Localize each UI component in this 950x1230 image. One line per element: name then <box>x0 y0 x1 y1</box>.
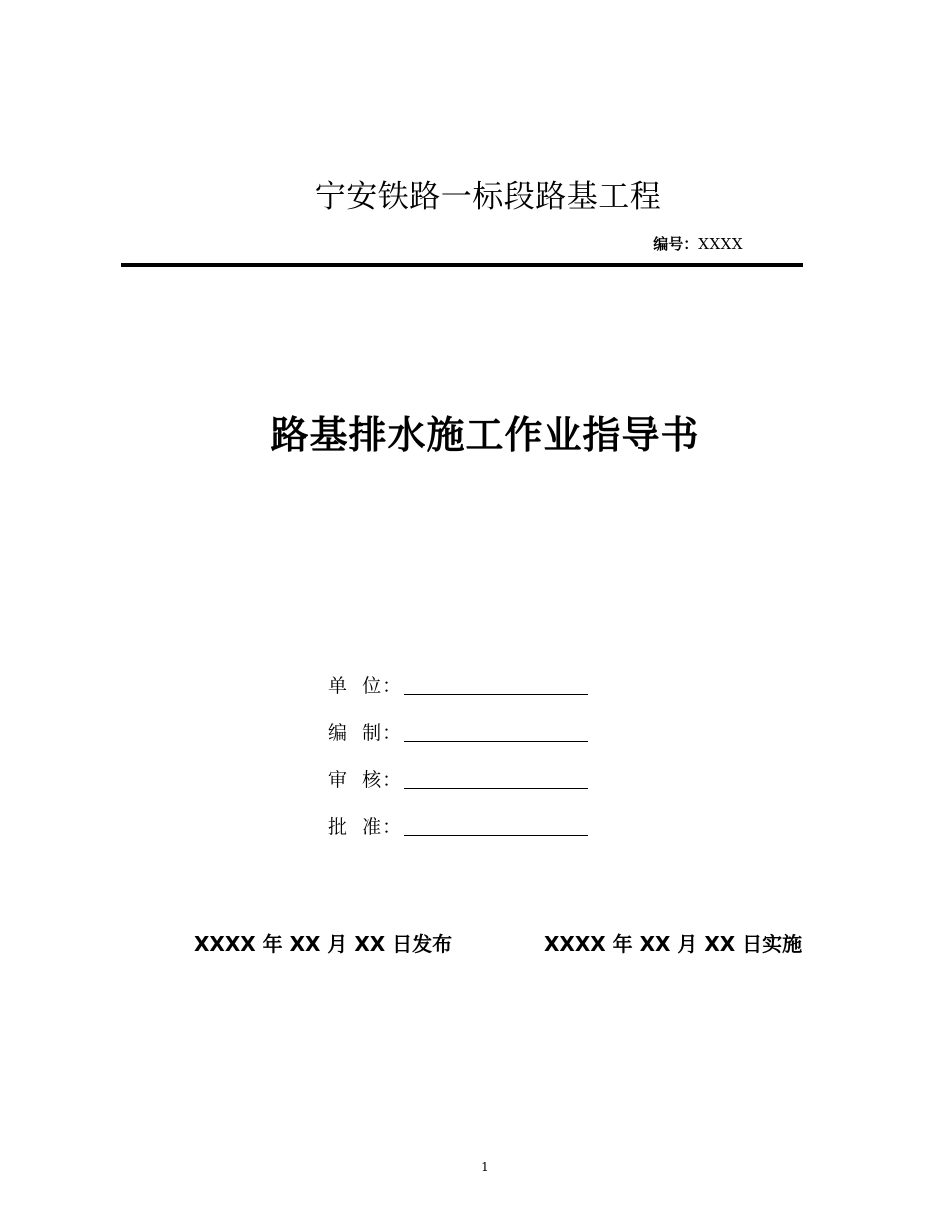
document-number-label: 编号： <box>653 235 699 253</box>
header-divider <box>121 263 803 267</box>
signoff-label-approved: 批 准： <box>328 816 403 838</box>
page-number: 1 <box>481 1160 489 1174</box>
publish-date: XXXX 年 XX 月 XX 日发布 <box>194 932 453 956</box>
effective-date: XXXX 年 XX 月 XX 日实施 <box>544 932 803 956</box>
signoff-label-unit: 单 位： <box>328 675 403 697</box>
document-number <box>653 233 743 254</box>
signoff-blank-unit[interactable] <box>404 672 588 695</box>
signoff-label-prepared: 编 制： <box>328 722 403 744</box>
signoff-row-approved <box>328 793 588 840</box>
signoff-row-unit <box>328 652 588 699</box>
signoff-row-reviewed <box>328 746 588 793</box>
signoff-label-reviewed: 审 核： <box>328 769 403 791</box>
project-name: 宁安铁路一标段路基工程 <box>314 179 662 215</box>
signoff-blank-approved[interactable] <box>404 813 588 836</box>
signoff-blank-reviewed[interactable] <box>404 766 588 789</box>
signoff-row-prepared <box>328 699 588 746</box>
document-number-value: XXXX <box>698 235 743 253</box>
signoff-blank-prepared[interactable] <box>404 719 588 742</box>
document-title: 路基排水施工作业指导书 <box>270 413 700 457</box>
signoff-block <box>328 652 588 840</box>
